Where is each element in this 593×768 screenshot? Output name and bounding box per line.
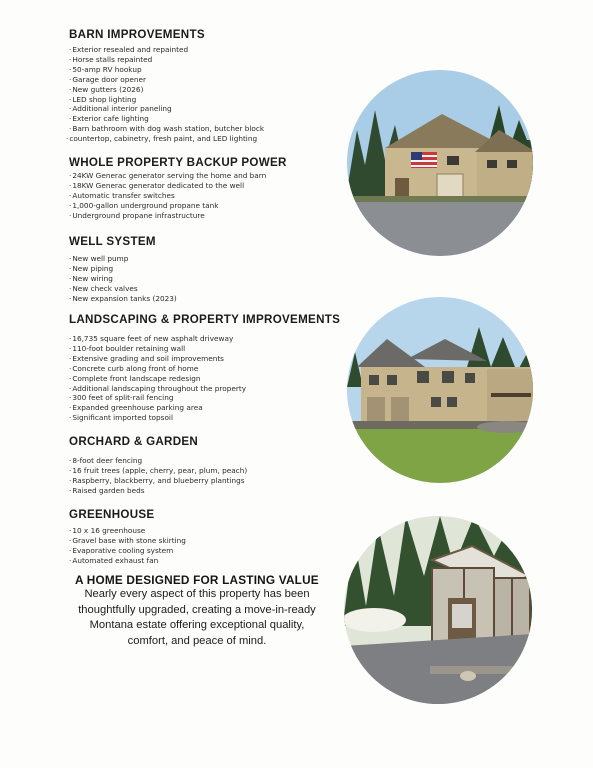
greenhouse-photo [344, 516, 532, 704]
list-well [69, 254, 177, 304]
list-landscaping [69, 334, 246, 423]
list-item: · 24KW Generac generator serving the home and barn [69, 171, 266, 181]
section-title-well: WELL SYSTEM [69, 235, 156, 248]
list-item: · countertop, cabinetry, fresh paint, and LED lighting [66, 134, 264, 144]
list-item: · New check valves [69, 284, 177, 294]
list-item: · 16 fruit trees (apple, cherry, pear, plum, peach) [69, 466, 247, 476]
list-item: · 300 feet of split-rail fencing [69, 393, 246, 403]
list-item: · Raspberry, blackberry, and blueberry plantings [69, 476, 247, 486]
list-item: · Extensive grading and soil improvements [69, 354, 246, 364]
list-item: · Automatic transfer switches [69, 191, 266, 201]
list-item: · New well pump [69, 254, 177, 264]
house-photo [347, 297, 533, 483]
list-item: · 8-foot deer fencing [69, 456, 247, 466]
list-item: · Additional landscaping throughout the property [69, 384, 246, 394]
section-title-orchard: ORCHARD & GARDEN [69, 435, 199, 448]
section-title-landscaping: LANDSCAPING & PROPERTY IMPROVEMENTS [69, 313, 341, 326]
list-item: · 16,735 square feet of new asphalt driveway [69, 334, 246, 344]
closing-title: A HOME DESIGNED FOR LASTING VALUE [75, 573, 319, 587]
list-item: · Expanded greenhouse parking area [69, 403, 246, 413]
list-item: · Horse stalls repainted [69, 55, 264, 65]
list-greenhouse [69, 526, 186, 566]
section-title-barn: BARN IMPROVEMENTS [69, 28, 205, 41]
list-item: · Exterior cafe lighting [69, 114, 264, 124]
closing-body [62, 587, 332, 649]
list-item: · Exterior resealed and repainted [69, 45, 264, 55]
list-item: · Complete front landscape redesign [69, 374, 246, 384]
list-item: · Gravel base with stone skirting [69, 536, 186, 546]
list-item: · New wiring [69, 274, 177, 284]
list-item: · 18KW Generac generator dedicated to the well [69, 181, 266, 191]
closing-line: thoughtfully upgraded, creating a move-in-ready [78, 603, 316, 616]
list-item: · 1,000-gallon underground propane tank [69, 201, 266, 211]
list-item: · Underground propane infrastructure [69, 211, 266, 221]
list-item: · Concrete curb along front of home [69, 364, 246, 374]
list-item: · 110-foot boulder retaining wall [69, 344, 246, 354]
closing-line: Montana estate offering exceptional quality, [89, 619, 305, 631]
section-title-greenhouse: GREENHOUSE [69, 508, 155, 521]
list-power [69, 171, 266, 221]
section-title-power: WHOLE PROPERTY BACKUP POWER [69, 156, 287, 169]
barn-photo [347, 70, 533, 256]
list-item: · Automated exhaust fan [69, 556, 186, 566]
list-barn [69, 45, 264, 144]
list-item: · Evaporative cooling system [69, 546, 186, 556]
list-item: · Garage door opener [69, 75, 264, 85]
closing-line: Nearly every aspect of this property has been [84, 588, 310, 600]
list-item: · 50-amp RV hookup [69, 65, 264, 75]
list-item: · New gutters (2026) [69, 85, 264, 95]
list-item: · Additional interior paneling [69, 104, 264, 114]
list-item: · Significant imported topsoil [69, 413, 246, 423]
list-item: · New expansion tanks (2023) [69, 294, 177, 304]
list-item: · 10 x 16 greenhouse [69, 526, 186, 536]
list-item: · Raised garden beds [69, 486, 247, 496]
list-item: · Barn bathroom with dog wash station, butcher block [69, 124, 264, 134]
closing-line: comfort, and peace of mind. [127, 634, 267, 647]
list-orchard [69, 456, 247, 496]
list-item: · New piping [69, 264, 177, 274]
list-item: · LED shop lighting [69, 95, 264, 105]
